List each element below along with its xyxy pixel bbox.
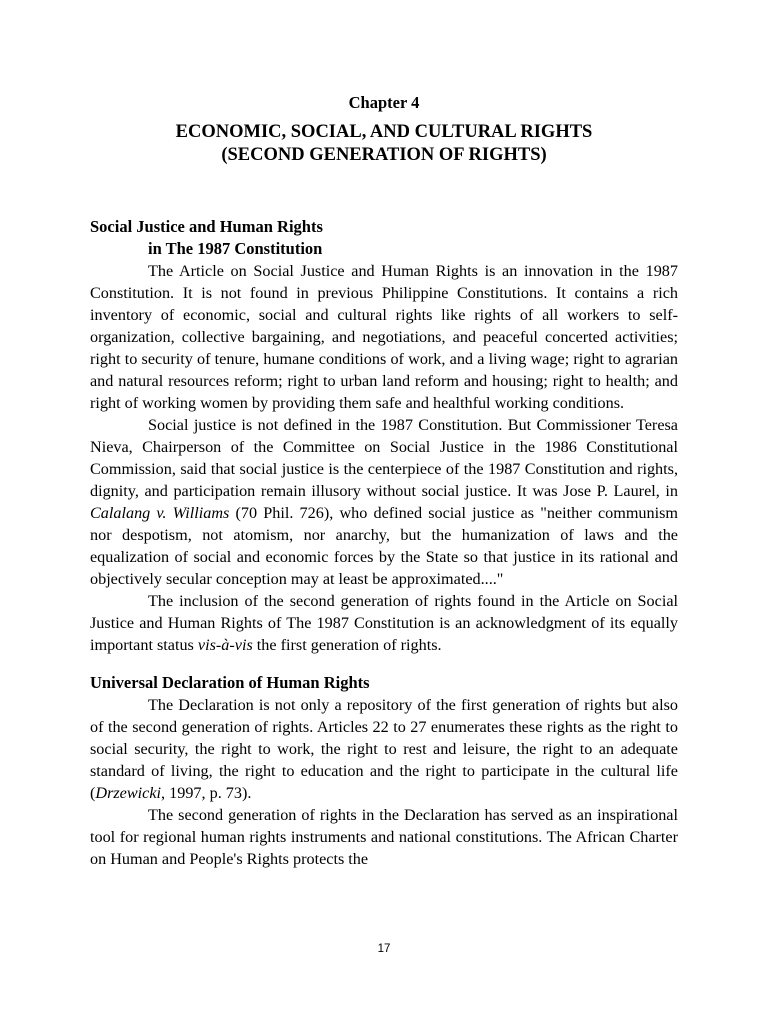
- italic-term: vis-à-vis: [197, 636, 253, 654]
- chapter-title-line-2: (SECOND GENERATION OF RIGHTS): [221, 145, 547, 165]
- section-heading-line-1: Social Justice and Human Rights: [90, 217, 323, 236]
- section-heading-line-2: in The 1987 Constitution: [148, 239, 323, 258]
- paragraph-text: The inclusion of the second generation of rights found in the Article on Social Justice and Human Rights of The 1987 Constitution is an acknowledgment of its equally important status: [90, 592, 678, 654]
- section-heading-line-1: Universal Declaration of Human Rights: [90, 673, 370, 692]
- paragraph-second-generation-inclusion: [90, 590, 678, 656]
- chapter-title: [90, 121, 678, 167]
- paragraph-text: Social justice is not defined in the 1987 Constitution. But Commissioner Teresa Nieva, Chairperson of the Committee on Social Justice in the 1986 Constitutional Commission, said that social justice is the centerpiece of the 1987 Constitution and rights, dignity, and participation remain illusory without social justice. It was Jose P. Laurel, in: [90, 416, 678, 500]
- chapter-title-line-1: ECONOMIC, SOCIAL, AND CULTURAL RIGHTS: [175, 122, 593, 142]
- paragraph-text: , 1997, p. 73).: [161, 784, 252, 802]
- chapter-label: Chapter 4: [348, 93, 420, 112]
- paragraph-inspirational-tool: The second generation of rights in the Declaration has served as an inspirational tool for regional human rights instruments and national constitutions. The African Charter on Human and People's Rights protects the: [90, 806, 678, 868]
- author-citation: Drzewicki: [95, 784, 162, 802]
- paragraph-text: the first generation of rights.: [252, 636, 442, 654]
- document-page: [90, 93, 678, 870]
- case-citation: Calalang v. Williams: [90, 504, 230, 522]
- page-number: 17: [377, 943, 391, 955]
- paragraph-social-justice-definition: [90, 414, 678, 590]
- paragraph-declaration-repository: [90, 694, 678, 804]
- paragraph-article-innovation: The Article on Social Justice and Human Rights is an innovation in the 1987 Constitution. It is not found in previous Philippine Constitutions. It contains a rich inventory of economic, social and cultural rights like rights of all workers to self-organization, collective bargaining, and negotiations, and peaceful concerted activities; right to security of tenure, humane conditions of work, and a living wage; right to agrarian and natural resources reform; right to urban land reform and housing; right to health; and right of working women by providing them safe and healthful working conditions.: [90, 262, 678, 412]
- section-heading-udhr: [90, 672, 678, 694]
- paragraph-text: (70 Phil. 726), who defined social justice as "neither communism nor despotism, not atomism, nor anarchy, but the humanization of laws and the equalization of social and economic forces by the State so that justice in its rational and objectively secular conception may at least be approximated....": [90, 504, 678, 588]
- paragraph-text: The Declaration is not only a repository of the first generation of rights but also of the second generation of rights. Articles 22 to 27 enumerates these rights as the right to social security, the right to work, the right to rest and leisure, the right to an adequate standard of living, the right to education and the right to participate in the cultural life (: [90, 696, 678, 802]
- section-heading-social-justice: [90, 216, 678, 260]
